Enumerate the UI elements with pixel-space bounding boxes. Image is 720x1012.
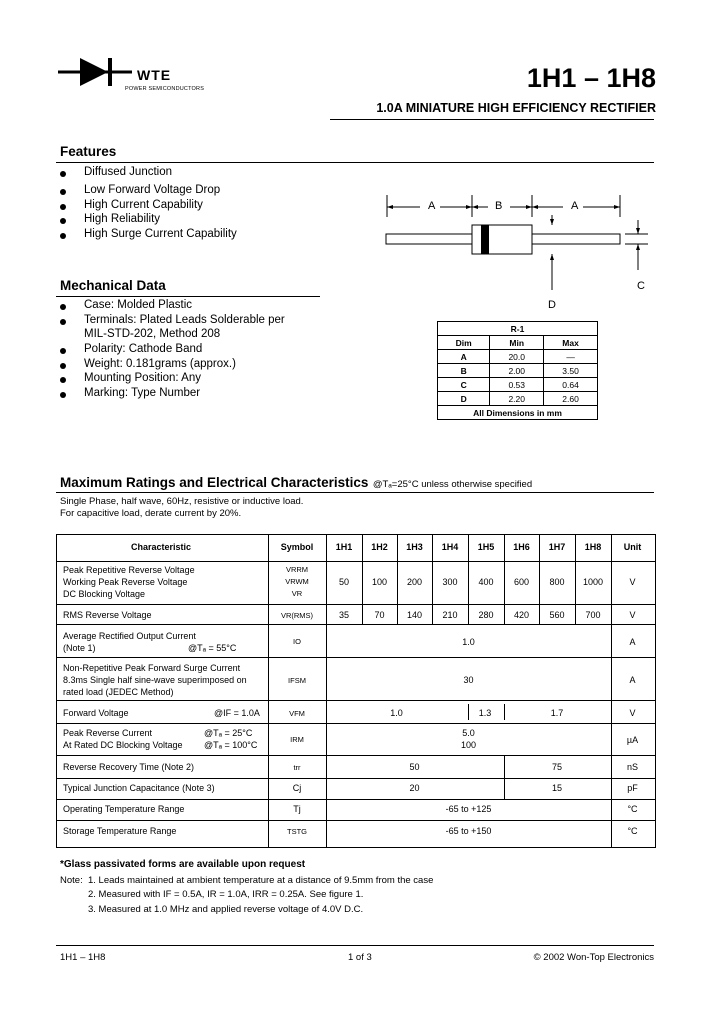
characteristic-text: Peak Repetitive Reverse Voltage <box>63 565 195 575</box>
col-header-characteristic: Characteristic <box>131 542 192 552</box>
footer-copyright: © 2002 Won-Top Electronics <box>533 952 654 963</box>
value-cell: 400 <box>478 577 494 587</box>
ratings-rule <box>56 492 654 493</box>
value-cell: 15 <box>551 783 562 793</box>
characteristic-text: Peak Reverse Current <box>63 728 153 738</box>
value-cell: 280 <box>478 610 494 620</box>
value-cell: 700 <box>585 610 601 620</box>
col-header: 1H7 <box>548 542 566 552</box>
unit-cell: V <box>629 610 636 620</box>
dim-table-footer: All Dimensions in mm <box>438 406 598 420</box>
dim-label-d: D <box>548 299 556 311</box>
col-header: 1H8 <box>584 542 602 552</box>
dim-label-a2: A <box>571 200 579 212</box>
condition-text: @Tₐ = 55°C <box>188 643 237 653</box>
table-row: B 2.00 3.50 <box>438 364 598 378</box>
symbol-text: VR(RMS) <box>280 611 314 620</box>
symbol-text: Cj <box>292 783 302 793</box>
symbol-text: TSTG <box>287 827 307 836</box>
value-cell: 800 <box>549 577 565 587</box>
value-cell: 300 <box>442 577 458 587</box>
note-3: 3. Measured at 1.0 MHz and applied reverse voltage of 4.0V D.C. <box>88 904 364 915</box>
unit-cell: °C <box>627 826 638 836</box>
dimension-table <box>437 321 598 420</box>
characteristic-text: Operating Temperature Range <box>63 804 185 814</box>
mechanical-title: Mechanical Data <box>60 278 166 293</box>
condition-text: @Tₐ = 25°C <box>204 728 253 738</box>
symbol-text: VFM <box>289 709 305 718</box>
symbol-text: IFSM <box>288 676 306 685</box>
symbol-text: IO <box>293 637 301 646</box>
col-header: 1H1 <box>335 542 353 552</box>
ratings-condition: @Tₐ=25°C unless otherwise specified <box>372 479 533 490</box>
symbol-text: trr <box>293 763 301 772</box>
value-cell: 560 <box>549 610 565 620</box>
characteristic-text: Reverse Recovery Time (Note 2) <box>63 762 195 772</box>
characteristic-text: Storage Temperature Range <box>63 826 177 836</box>
ratings-note-1: Single Phase, half wave, 60Hz, resistive or inductive load. <box>60 496 304 507</box>
characteristic-text: Average Rectified Output Current <box>63 631 196 641</box>
value-cell: 100 <box>371 577 388 587</box>
note-2: 2. Measured with IF = 0.5A, IR = 1.0A, IRR = 0.25A. See figure 1. <box>88 889 364 900</box>
col-header: 1H2 <box>371 542 388 552</box>
characteristic-text: Non-Repetitive Peak Forward Surge Current <box>63 663 241 673</box>
col-header: 1H5 <box>477 542 495 552</box>
dim-header: Min <box>490 336 544 350</box>
diode-logo-icon <box>58 56 132 92</box>
dim-header: Dim <box>438 336 490 350</box>
subtitle-rule <box>330 119 654 120</box>
logo-name: WTE <box>137 67 172 83</box>
value-cell: 1.3 <box>478 708 492 718</box>
value-cell: 1000 <box>582 577 604 587</box>
ratings-note-2: For capacitive load, derate current by 20%. <box>60 508 242 519</box>
dim-header: Max <box>544 336 598 350</box>
condition-text: @IF = 1.0A <box>214 708 260 718</box>
symbol-text: VRRM <box>285 565 309 574</box>
value-cell: 1.0 <box>462 637 475 647</box>
glass-note: *Glass passivated forms are available upon request <box>60 859 306 870</box>
part-number: 1H1 – 1H8 <box>526 63 656 93</box>
unit-cell: pF <box>627 783 638 793</box>
value-cell: -65 to +150 <box>445 826 492 836</box>
note-1: 1. Leads maintained at ambient temperature at a distance of 9.5mm from the case <box>88 875 434 886</box>
value-cell: 140 <box>406 610 423 620</box>
characteristic-text: RMS Reverse Voltage <box>63 610 152 620</box>
value-cell: 75 <box>551 762 562 772</box>
col-header: 1H4 <box>441 542 459 552</box>
subtitle: 1.0A MINIATURE HIGH EFFICIENCY RECTIFIER <box>376 101 656 115</box>
note-label: Note: <box>60 875 83 886</box>
condition-text: @Tₐ = 100°C <box>204 740 258 750</box>
package-outline-diagram <box>380 195 660 295</box>
value-cell: 50 <box>409 762 420 772</box>
symbol-text: VRWM <box>285 577 309 586</box>
ratings-title: Maximum Ratings and Electrical Characteristics <box>60 475 369 490</box>
col-header: 1H6 <box>513 542 530 552</box>
value-cell: 100 <box>460 740 477 750</box>
characteristic-text: DC Blocking Voltage <box>63 589 146 599</box>
col-header-symbol: Symbol <box>280 542 314 552</box>
table-row: D 2.20 2.60 <box>438 392 598 406</box>
unit-cell: A <box>629 637 636 647</box>
mechanical-rule <box>56 296 320 297</box>
list-item-continued: MIL-STD-202, Method 208 <box>84 328 221 340</box>
unit-cell: A <box>629 675 636 685</box>
footer-left: 1H1 – 1H8 <box>60 952 106 963</box>
characteristic-text: Typical Junction Capacitance (Note 3) <box>63 783 215 793</box>
value-cell: 600 <box>513 577 530 587</box>
features-title: Features <box>60 144 117 159</box>
value-cell: 5.0 <box>462 728 475 738</box>
value-cell: 70 <box>374 610 385 620</box>
value-cell: 420 <box>513 610 530 620</box>
value-cell: 50 <box>338 577 349 587</box>
unit-cell: nS <box>626 762 638 772</box>
logo-tagline: POWER SEMICONDUCTORS <box>125 86 205 92</box>
footer-rule <box>56 945 654 946</box>
characteristic-text: rated load (JEDEC Method) <box>63 687 174 697</box>
unit-cell: V <box>629 577 636 587</box>
table-row: C 0.53 0.64 <box>438 378 598 392</box>
ratings-heading <box>60 474 532 492</box>
unit-cell: µA <box>626 735 639 745</box>
value-cell: 210 <box>442 610 458 620</box>
dim-label-c: C <box>637 280 645 292</box>
value-cell: 1.7 <box>550 708 564 718</box>
features-rule <box>56 162 654 163</box>
value-cell: 200 <box>406 577 423 587</box>
unit-cell: °C <box>627 804 638 814</box>
dim-label-b: B <box>495 200 503 212</box>
value-cell: 1.0 <box>390 708 403 718</box>
table-row: A 20.0 — <box>438 350 598 364</box>
dim-label-a: A <box>428 200 436 212</box>
characteristic-text: (Note 1) <box>63 643 96 653</box>
symbol-text: VR <box>291 589 303 598</box>
col-header-unit: Unit <box>623 542 642 552</box>
symbol-text: IRM <box>290 735 304 744</box>
characteristic-text: 8.3ms Single half sine-wave superimposed on <box>63 675 247 685</box>
col-header: 1H3 <box>406 542 423 552</box>
value-cell: 35 <box>338 610 349 620</box>
unit-cell: V <box>629 708 636 718</box>
characteristic-text: At Rated DC Blocking Voltage <box>63 740 183 750</box>
characteristic-text: Forward Voltage <box>63 708 129 718</box>
value-cell: -65 to +125 <box>445 804 492 814</box>
value-cell: 20 <box>409 783 420 793</box>
value-cell: 30 <box>463 675 474 685</box>
symbol-text: Tj <box>293 804 301 814</box>
characteristic-text: Working Peak Reverse Voltage <box>63 577 188 587</box>
dim-table-title: R-1 <box>438 322 598 336</box>
footer-page: 1 of 3 <box>348 952 372 963</box>
